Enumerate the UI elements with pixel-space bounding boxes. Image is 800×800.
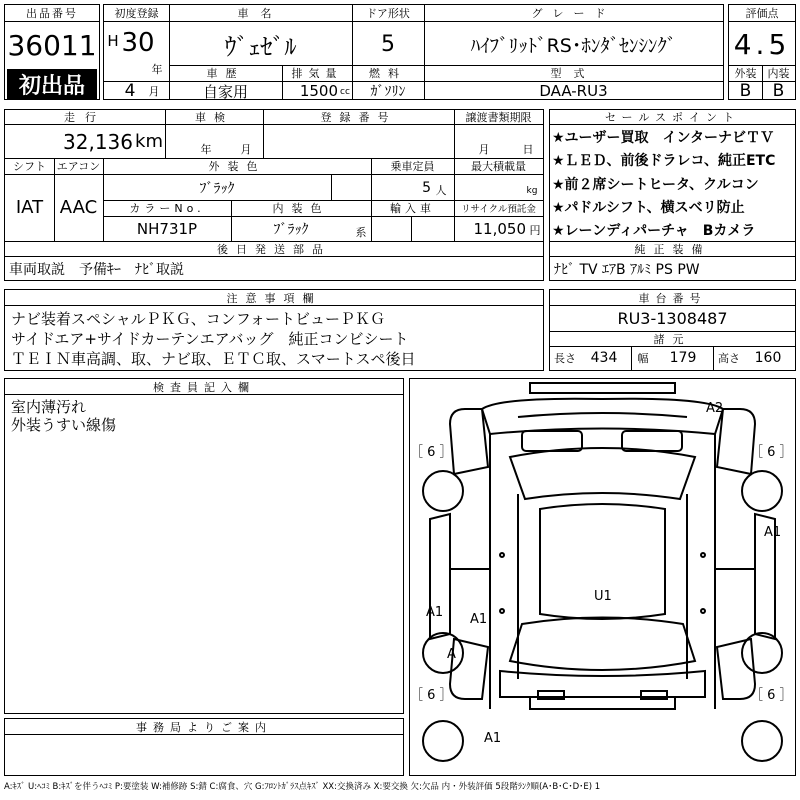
height-value: 160 [754,350,782,366]
tire-mark-front-left: ［ 6 ］ [410,445,453,460]
inspector-notes-label: 検査員記入欄 [153,380,255,394]
max-load-label: 最大積載量 [471,160,526,173]
capacity-unit: 人 [435,184,447,197]
inspection-year-unit: 年 [200,143,212,156]
damage-mark-a2: A2 [706,401,724,416]
first-listing-badge: 初出品 [7,69,97,99]
displacement-label: 排気量 [291,67,343,80]
car-name: ｳﾞｪｾﾞﾙ [224,32,297,61]
legend-text: A:ｷｽﾞ U:ﾍｺﾐ B:ｷｽﾞを伴うﾍｺﾐ P:要塗装 W:補修跡 S:錆 C:腐食、穴 G:ﾌﾛﾝﾄｶﾞﾗｽ点ｷｽﾞ XX:交換済み X:要交換 欠:欠品 内・外装評価 5段階ﾗﾝｸ順(A･B･C･D･E) 1 [4,782,601,792]
length-value: 434 [590,350,618,366]
year-unit: 年 [151,63,163,76]
genuine-equipment-label: 純正装備 [634,242,711,256]
aircon-label: エアコン [56,160,101,173]
genuine-equipment-value: ﾅﾋﾞ TV ｴｱB ｱﾙﾐ PS PW [554,261,700,278]
score-box [728,4,796,100]
sales-point-item-1: ★ユーザー買取 インターナビＴＶ [552,130,774,146]
notes-line-2: サイドエア+サイドカーテンエアバッグ 純正コンビシート [11,330,409,348]
damage-diagram-box [409,378,796,776]
width-value: 179 [669,350,697,366]
history-label: 車歴 [206,67,245,80]
lot-number-label: 出品番号 [26,7,78,20]
damage-mark-u1: U1 [594,589,612,604]
grade-value: ﾊｲﾌﾞﾘｯﾄﾞRS･ﾎﾝﾀﾞｾﾝｼﾝｸﾞ [470,34,677,57]
lot-number-box [4,4,100,100]
header-box [103,4,724,100]
shift-label: シフト [13,160,46,173]
grade-label: グレード [531,7,616,20]
tire-mark-rear-right: ［ 6 ］ [750,688,793,703]
capacity-label: 乗車定員 [390,160,435,173]
office-notice-box [4,718,404,776]
recycle-deposit-unit: 円 [529,224,541,237]
first-registration-label: 初度登録 [114,7,159,20]
model-value: DAA-RU3 [539,83,608,99]
chassis-box [549,289,796,371]
lot-number: 36011 [7,28,97,62]
chassis-number: RU3-1308487 [617,308,728,328]
office-notice-label: 事務局よりご案内 [136,720,272,734]
inspector-note-2: 外装うすい線傷 [11,416,117,434]
damage-mark-a1-right: A1 [764,525,782,540]
transfer-deadline-label: 譲渡書類期限 [465,111,532,124]
inspector-notes-box [4,378,404,714]
car-name-label: 車名 [237,7,284,20]
notes-label: 注意事項欄 [226,291,322,305]
transfer-month-unit: 月 [478,143,490,156]
displacement-value: 1500 [299,83,338,99]
door-value: 5 [381,31,395,57]
tire-mark-rear-left: ［ 6 ］ [410,688,453,703]
mileage-label: 走行 [64,111,106,124]
exterior-score-value: B [739,82,752,100]
interior-score-value: B [772,82,785,100]
notes-box [4,289,544,371]
import-label: 輸入車 [390,202,435,215]
exterior-score-label: 外装 [734,67,757,80]
tire-mark-front-right: ［ 6 ］ [750,445,793,460]
plate-label: 登録番号 [320,111,397,124]
recycle-deposit-value: 11,050 [473,220,526,238]
interior-color-label: 内装色 [272,202,330,215]
shift-value: IAT [15,197,44,218]
color-number-label: カラーNo. [129,202,205,215]
score-label: 評価点 [745,7,779,20]
era: H [107,32,119,50]
registration-year: 30 [121,28,155,58]
later-parts-value: 車両取説 予備ｷｰ ﾅﾋﾞ取説 [9,261,184,278]
mileage-unit: km [135,131,163,152]
sales-point-item-4: ★パドルシフト、横スベリ防止 [552,200,745,216]
notes-line-1: ナビ装着スペシャルＰＫＧ、コンフォートビューＰＫＧ [11,310,385,328]
dimensions-label: 諸元 [653,332,692,346]
capacity-value: 5 [422,179,431,196]
sales-point-item-2: ★ＬＥＤ、前後ドラレコ、純正ETC [552,153,776,169]
displacement-unit: cc [340,87,350,97]
fuel-value: ｶﾞｿﾘﾝ [370,84,406,99]
aircon-value: AAC [59,197,98,218]
width-label: 幅 [637,352,649,365]
mileage-value: 32,136 [63,129,133,154]
fuel-label: 燃料 [369,67,407,80]
inspection-label: 車検 [195,111,233,124]
inspection-month-unit: 月 [240,143,252,156]
damage-mark-a1-bottom: A1 [484,731,502,746]
damage-mark-a1-left-2: A1 [470,612,488,627]
damage-mark-a-rear: A [447,647,456,662]
length-label: 長さ [554,352,576,365]
chassis-label: 車台番号 [638,291,707,305]
exterior-color-value: ﾌﾞﾗｯｸ [199,180,235,197]
registration-month: 4 [124,83,136,99]
exterior-color-label: 外装色 [208,160,266,173]
interior-score-label: 内装 [767,67,790,80]
notes-line-3: ＴＥＩＮ車高調、取、ナビ取、ＥＴＣ取、スマートスペ後日 [11,350,416,368]
later-parts-label: 後日発送部品 [217,242,331,256]
history-value: 自家用 [202,83,248,99]
interior-color-unit: 系 [355,226,367,239]
sales-point-item-3: ★前２席シートヒータ、クルコン [552,177,759,193]
inspector-note-1: 室内薄汚れ [11,398,87,416]
month-unit: 月 [148,85,160,98]
height-label: 高さ [718,352,740,365]
color-number-value: NH731P [136,220,198,238]
recycle-deposit-label: リサイクル預託金 [461,204,536,215]
damage-mark-a1-left: A1 [426,605,444,620]
sales-points-box [549,109,796,281]
model-label: 型式 [550,67,597,80]
max-load-unit: kg [526,186,538,196]
vehicle-info-box [4,109,544,281]
car-outline-diagram [410,379,795,775]
score-value: 4.5 [733,27,791,61]
interior-color-value: ﾌﾞﾗｯｸ [273,222,309,238]
door-label: ドア形状 [366,7,410,20]
sales-point-item-5: ★レーンディパーチャ Bカメラ [552,223,756,239]
sales-points-label: セールスポイント [604,111,740,124]
transfer-day-unit: 日 [522,143,534,156]
